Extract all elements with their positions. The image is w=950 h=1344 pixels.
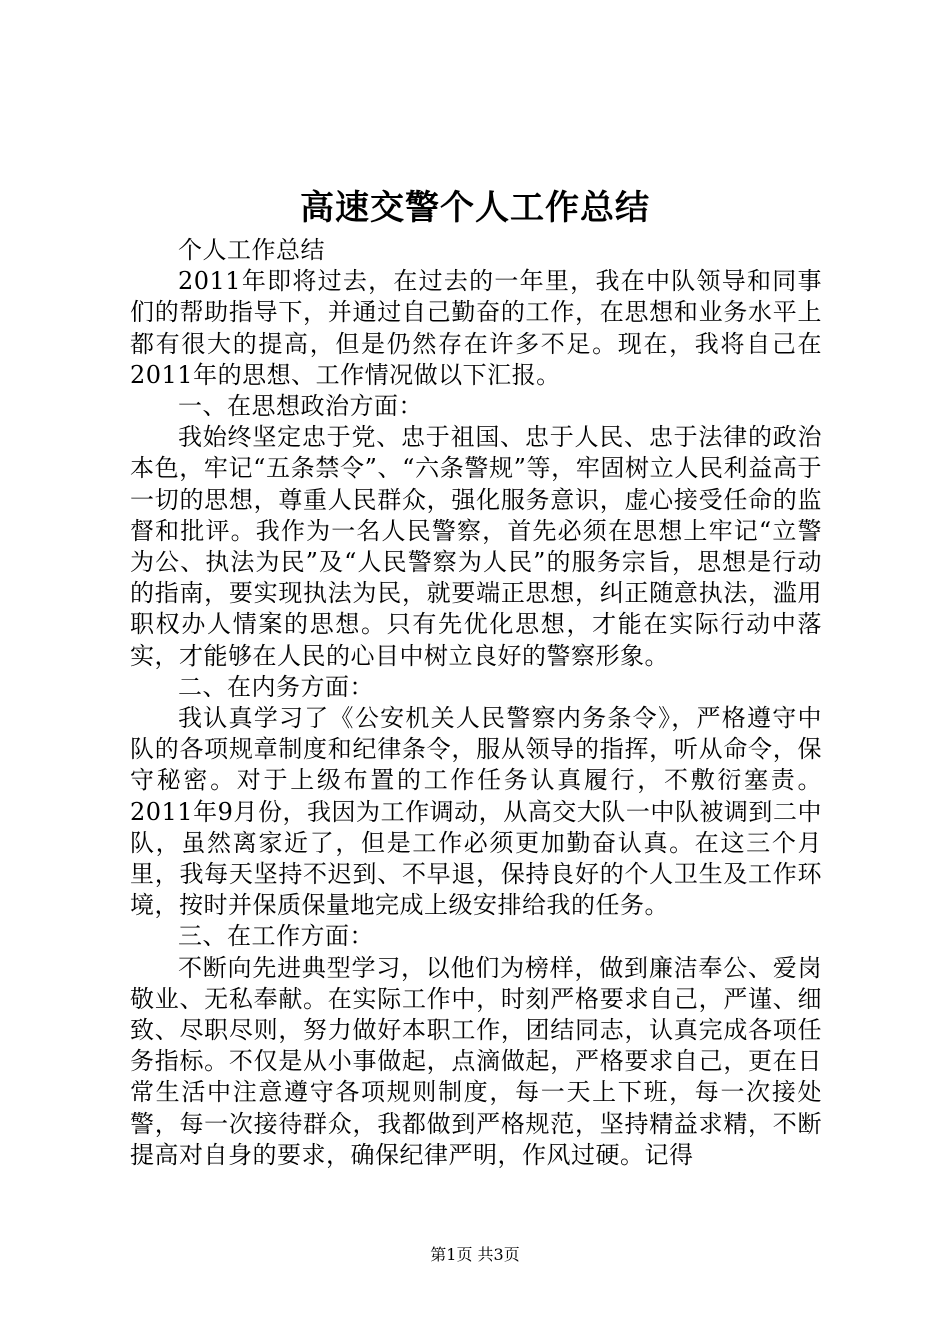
section-heading-internal-affairs: 二、在内务方面： — [178, 672, 374, 701]
document-title: 高速交警个人工作总结 — [300, 188, 650, 228]
section-heading-work: 三、在工作方面： — [178, 922, 374, 951]
document-body — [130, 235, 822, 1171]
paragraph-internal-affairs: 我认真学习了《公安机关人民警察内务条令》，严格遵守中队的各项规章制度和纪律条令，服从领导的指挥，听从命令，保守秘密。对于上级布置的工作任务认真履行，不敷衍塞责。2011年9月份，我因为工作调动，从高交大队一中队被调到二中队，虽然离家近了，但是工作必须更加勤奋认真。在这三个月里，我每天坚持不迟到、不早退，保持良好的个人卫生及工作环境，按时并保质保量地完成上级安排给我的任务。 — [130, 704, 822, 920]
paragraph-work: 不断向先进典型学习，以他们为榜样，做到廉洁奉公、爱岗敬业、无私奉献。在实际工作中，时刻严格要求自己，严谨、细致、尽职尽则，努力做好本职工作，团结同志，认真完成各项任务指标。不仅是从小事做起，点滴做起，严格要求自己，更在日常生活中注意遵守各项规则制度，每一天上下班，每一次接处警，每一次接待群众，我都做到严格规范，坚持精益求精，不断提高对自身的要求，确保纪律严明，作风过硬。记得 — [130, 953, 822, 1169]
paragraph-ideology: 我始终坚定忠于党、忠于祖国、忠于人民、忠于法律的政治本色，牢记“五条禁令”、“六条警规”等，牢固树立人民利益高于一切的思想，尊重人民群众，强化服务意识，虚心接受任命的监督和批评。我作为一名人民警察，首先必须在思想上牢记“立警为公、执法为民”及“人民警察为人民”的服务宗旨，思想是行动的指南，要实现执法为民，就要端正思想，纠正随意执法，滥用职权办人情案的思想。只有先优化思想，才能在实际行动中落实，才能够在人民的心目中树立良好的警察形象。 — [130, 423, 822, 670]
paragraph-intro: 2011年即将过去，在过去的一年里，我在中队领导和同事们的帮助指导下，并通过自己勤奋的工作，在思想和业务水平上都有很大的提高，但是仍然存在许多不足。现在，我将自己在2011年的思想、工作情况做以下汇报。 — [130, 267, 822, 389]
section-heading-ideology: 一、在思想政治方面： — [178, 392, 423, 421]
page-number: 第1页 共3页 — [430, 1245, 520, 1264]
paragraph-heading-summary: 个人工作总结 — [178, 236, 325, 264]
